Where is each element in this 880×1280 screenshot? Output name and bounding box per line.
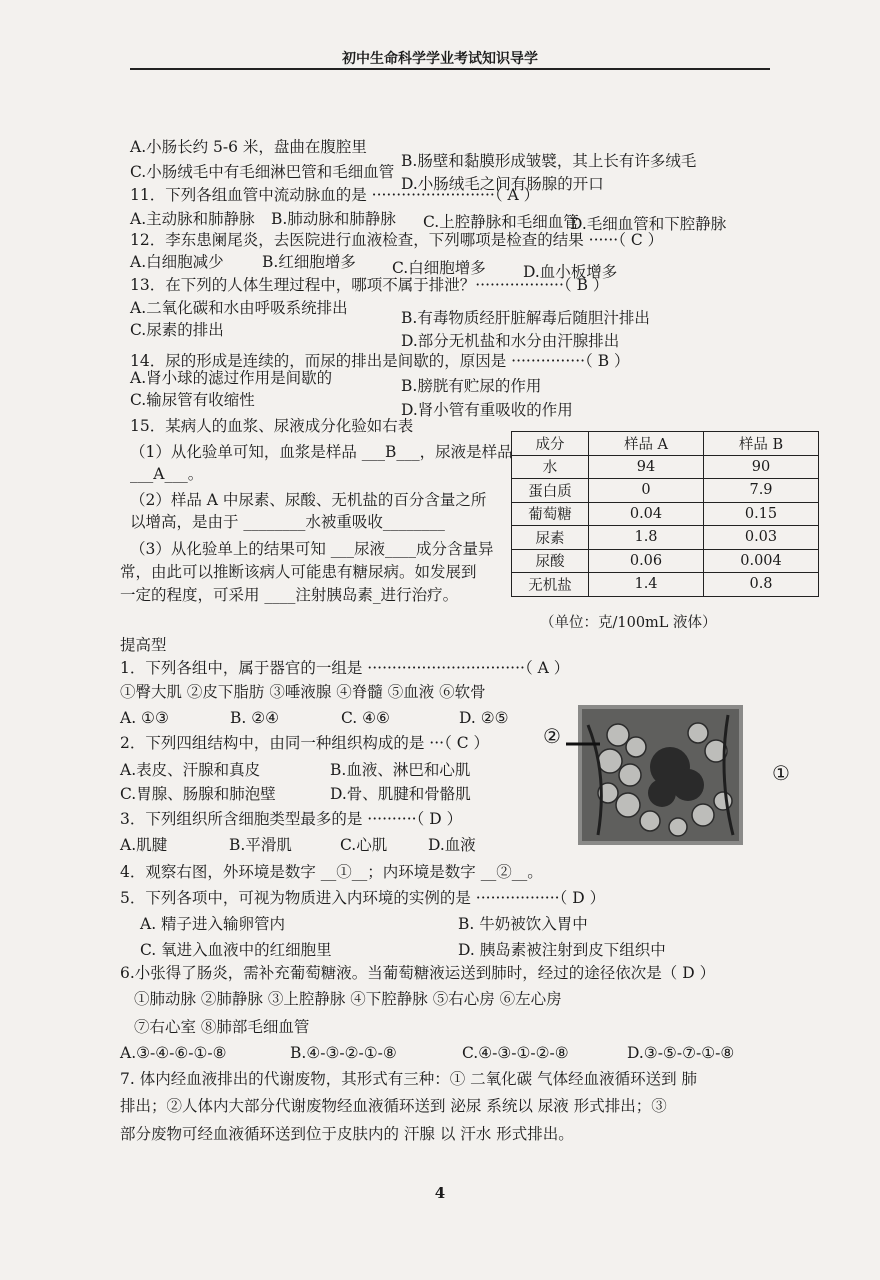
figure-label-2: ② [543, 724, 561, 748]
text-line: 部分废物可经血液循环送到位于皮肤内的 汗腺 以 汗水 形式排出。 [120, 1125, 574, 1143]
text-line: D.骨、肌腱和骨骼肌 [330, 785, 471, 803]
text-line: B.血液、淋巴和心肌 [330, 761, 471, 779]
text-line: D.毛细血管和下腔静脉 [570, 215, 727, 233]
text-line: C.小肠绒毛中有毛细淋巴管和毛细血管 [130, 163, 395, 181]
text-line: A.肌腱 [120, 836, 168, 854]
text-line: B.有毒物质经肝脏解毒后随胆汁排出 [401, 309, 650, 327]
text-line: A.③-④-⑥-①-⑧ [120, 1044, 227, 1062]
text-line: D.③-⑤-⑦-①-⑧ [627, 1044, 735, 1062]
text-line: 12．李东患阑尾炎，去医院进行血液检查，下列哪项是检查的结果 ······（ C ） [130, 231, 664, 249]
text-line: 11．下列各组血管中流动脉血的是 ·························（ A ） [130, 186, 540, 204]
text-line: C.输尿管有收缩性 [130, 391, 255, 409]
text-line: ①臀大肌 ②皮下脂肪 ③唾液腺 ④脊髓 ⑤血液 ⑥软骨 [120, 683, 486, 701]
table-row [512, 455, 819, 479]
text-line: 15．某病人的血浆、尿液成分化验如右表 [130, 417, 414, 435]
text-line: B. 牛奶被饮入胃中 [458, 915, 588, 933]
table-cell: 无机盐 [512, 573, 589, 597]
table-cell: 0.004 [704, 549, 819, 573]
text-line: ⑦右心室 ⑧肺部毛细血管 [134, 1018, 310, 1036]
text-line: 5．下列各项中，可视为物质进入内环境的实例的是 ·················（ D ） [120, 889, 606, 907]
table-cell: 94 [589, 455, 704, 479]
text-line: 排出；②人体内大部分代谢废物经血液循环送到 泌尿 系统以 尿液 形式排出；③ [120, 1097, 667, 1115]
table-header-cell: 成分 [512, 432, 589, 456]
text-line: B.肠壁和黏膜形成皱襞，其上长有许多绒毛 [401, 152, 697, 170]
table-cell: 0.03 [704, 526, 819, 550]
text-line: B.膀胱有贮尿的作用 [401, 377, 542, 395]
text-line: ①肺动脉 ②肺静脉 ③上腔静脉 ④下腔静脉 ⑤右心房 ⑥左心房 [134, 990, 562, 1008]
text-line: D.血小板增多 [523, 263, 618, 281]
text-line: C.胃腺、肠腺和肺泡壁 [120, 785, 276, 803]
text-line: 3．下列组织所含细胞类型最多的是 ··········（ D ） [120, 810, 463, 828]
table-cell: 1.8 [589, 526, 704, 550]
text-line: B.平滑肌 [229, 836, 292, 854]
text-line: 6.小张得了肠炎，需补充葡萄糖液。当葡萄糖液运送到肺时，经过的途径依次是（ D ） [120, 964, 716, 982]
text-line: A.小肠长约 5-6 米，盘曲在腹腔里 [130, 138, 367, 156]
table-cell: 葡萄糖 [512, 502, 589, 526]
table-unit-note: （单位：克/100mL 液体） [540, 615, 717, 631]
table-cell: 蛋白质 [512, 479, 589, 503]
text-line: A.白细胞减少 [130, 253, 224, 271]
figure-label-1: ① [772, 761, 790, 785]
table-row [512, 573, 819, 597]
text-line: A. ①③ [120, 709, 169, 727]
page-header: 初中生命科学学业考试知识导学 [342, 51, 538, 67]
text-line: C.白细胞增多 [392, 259, 486, 277]
text-line: D. ②⑤ [459, 709, 509, 727]
text-line: B.④-③-②-①-⑧ [290, 1044, 397, 1062]
table-cell: 0 [589, 479, 704, 503]
table-cell: 0.04 [589, 502, 704, 526]
text-line: 以增高，是由于 ________水被重吸收________ [130, 513, 445, 531]
table-cell: 尿酸 [512, 549, 589, 573]
text-line: A.表皮、汗腺和真皮 [120, 761, 261, 779]
table-cell: 7.9 [704, 479, 819, 503]
text-line: A.肾小球的滤过作用是间歇的 [130, 369, 333, 387]
text-line: 常，由此可以推断该病人可能患有糖尿病。如发展到 [120, 563, 477, 581]
table-header-row [512, 432, 819, 456]
table-header-cell: 样品 B [704, 432, 819, 456]
table-row [512, 526, 819, 550]
table-cell: 1.4 [589, 573, 704, 597]
table-row [512, 479, 819, 503]
text-line: 14．尿的形成是连续的，而尿的排出是间歇的，原因是 ···············（ B ） [130, 352, 630, 370]
text-line: B. ②④ [230, 709, 280, 727]
text-line: （2）样品 A 中尿素、尿酸、无机盐的百分含量之所 [130, 491, 487, 509]
table-cell: 0.8 [704, 573, 819, 597]
test-result-table [511, 431, 819, 597]
text-line: （3）从化验单上的结果可知 ___尿液____成分含量异 [130, 540, 494, 558]
text-line: D.部分无机盐和水分由汗腺排出 [401, 332, 620, 350]
table-header-cell: 样品 A [589, 432, 704, 456]
table-row [512, 502, 819, 526]
text-line: C.④-③-①-②-⑧ [462, 1044, 569, 1062]
text-line: D.血液 [428, 836, 476, 854]
text-line: 4．观察右图，外环境是数字 __①__；内环境是数字 __②__。 [120, 863, 543, 881]
table-cell: 0.06 [589, 549, 704, 573]
text-line: 1．下列各组中，属于器官的一组是 ································（ A ） [120, 659, 570, 677]
text-line: D.肾小管有重吸收的作用 [401, 401, 573, 419]
text-line: D.小肠绒毛之间有肠腺的开口 [401, 175, 604, 193]
tissue-figure [578, 705, 743, 845]
header-rule [130, 68, 770, 70]
text-line: B.肺动脉和肺静脉 [271, 210, 396, 228]
text-line: A.主动脉和肺静脉 [130, 210, 255, 228]
text-line: 2．下列四组结构中，由同一种组织构成的是 ···（ C ） [120, 734, 490, 752]
table-cell: 0.15 [704, 502, 819, 526]
text-line: 13．在下列的人体生理过程中，哪项不属于排泄？··················（ B ） [130, 276, 609, 294]
text-line: D. 胰岛素被注射到皮下组织中 [458, 941, 666, 959]
text-line: B.红细胞增多 [262, 253, 356, 271]
table-cell: 尿素 [512, 526, 589, 550]
text-line: C.尿素的排出 [130, 321, 224, 339]
text-line: 一定的程度，可采用 ____注射胰岛素_进行治疗。 [120, 586, 459, 604]
text-line: C. 氧进入血液中的红细胞里 [140, 941, 332, 959]
page-number: 4 [434, 1184, 446, 1202]
table-row [512, 549, 819, 573]
table-cell: 90 [704, 455, 819, 479]
text-line: 7. 体内经血液排出的代谢废物，其形式有三种：① 二氧化碳 气体经血液循环送到 肺 [120, 1070, 697, 1088]
text-line: （1）从化验单可知，血浆是样品 ___B___，尿液是样品 [130, 443, 513, 461]
text-line: C. ④⑥ [341, 709, 390, 727]
text-line: A. 精子进入输卵管内 [140, 915, 286, 933]
text-line: C.心肌 [340, 836, 388, 854]
text-line: 提高型 [120, 636, 167, 654]
table-cell: 水 [512, 455, 589, 479]
text-line: A.二氧化碳和水由呼吸系统排出 [130, 299, 348, 317]
text-line: ___A___。 [130, 465, 204, 483]
text-line: C.上腔静脉和毛细血管 [423, 213, 579, 231]
